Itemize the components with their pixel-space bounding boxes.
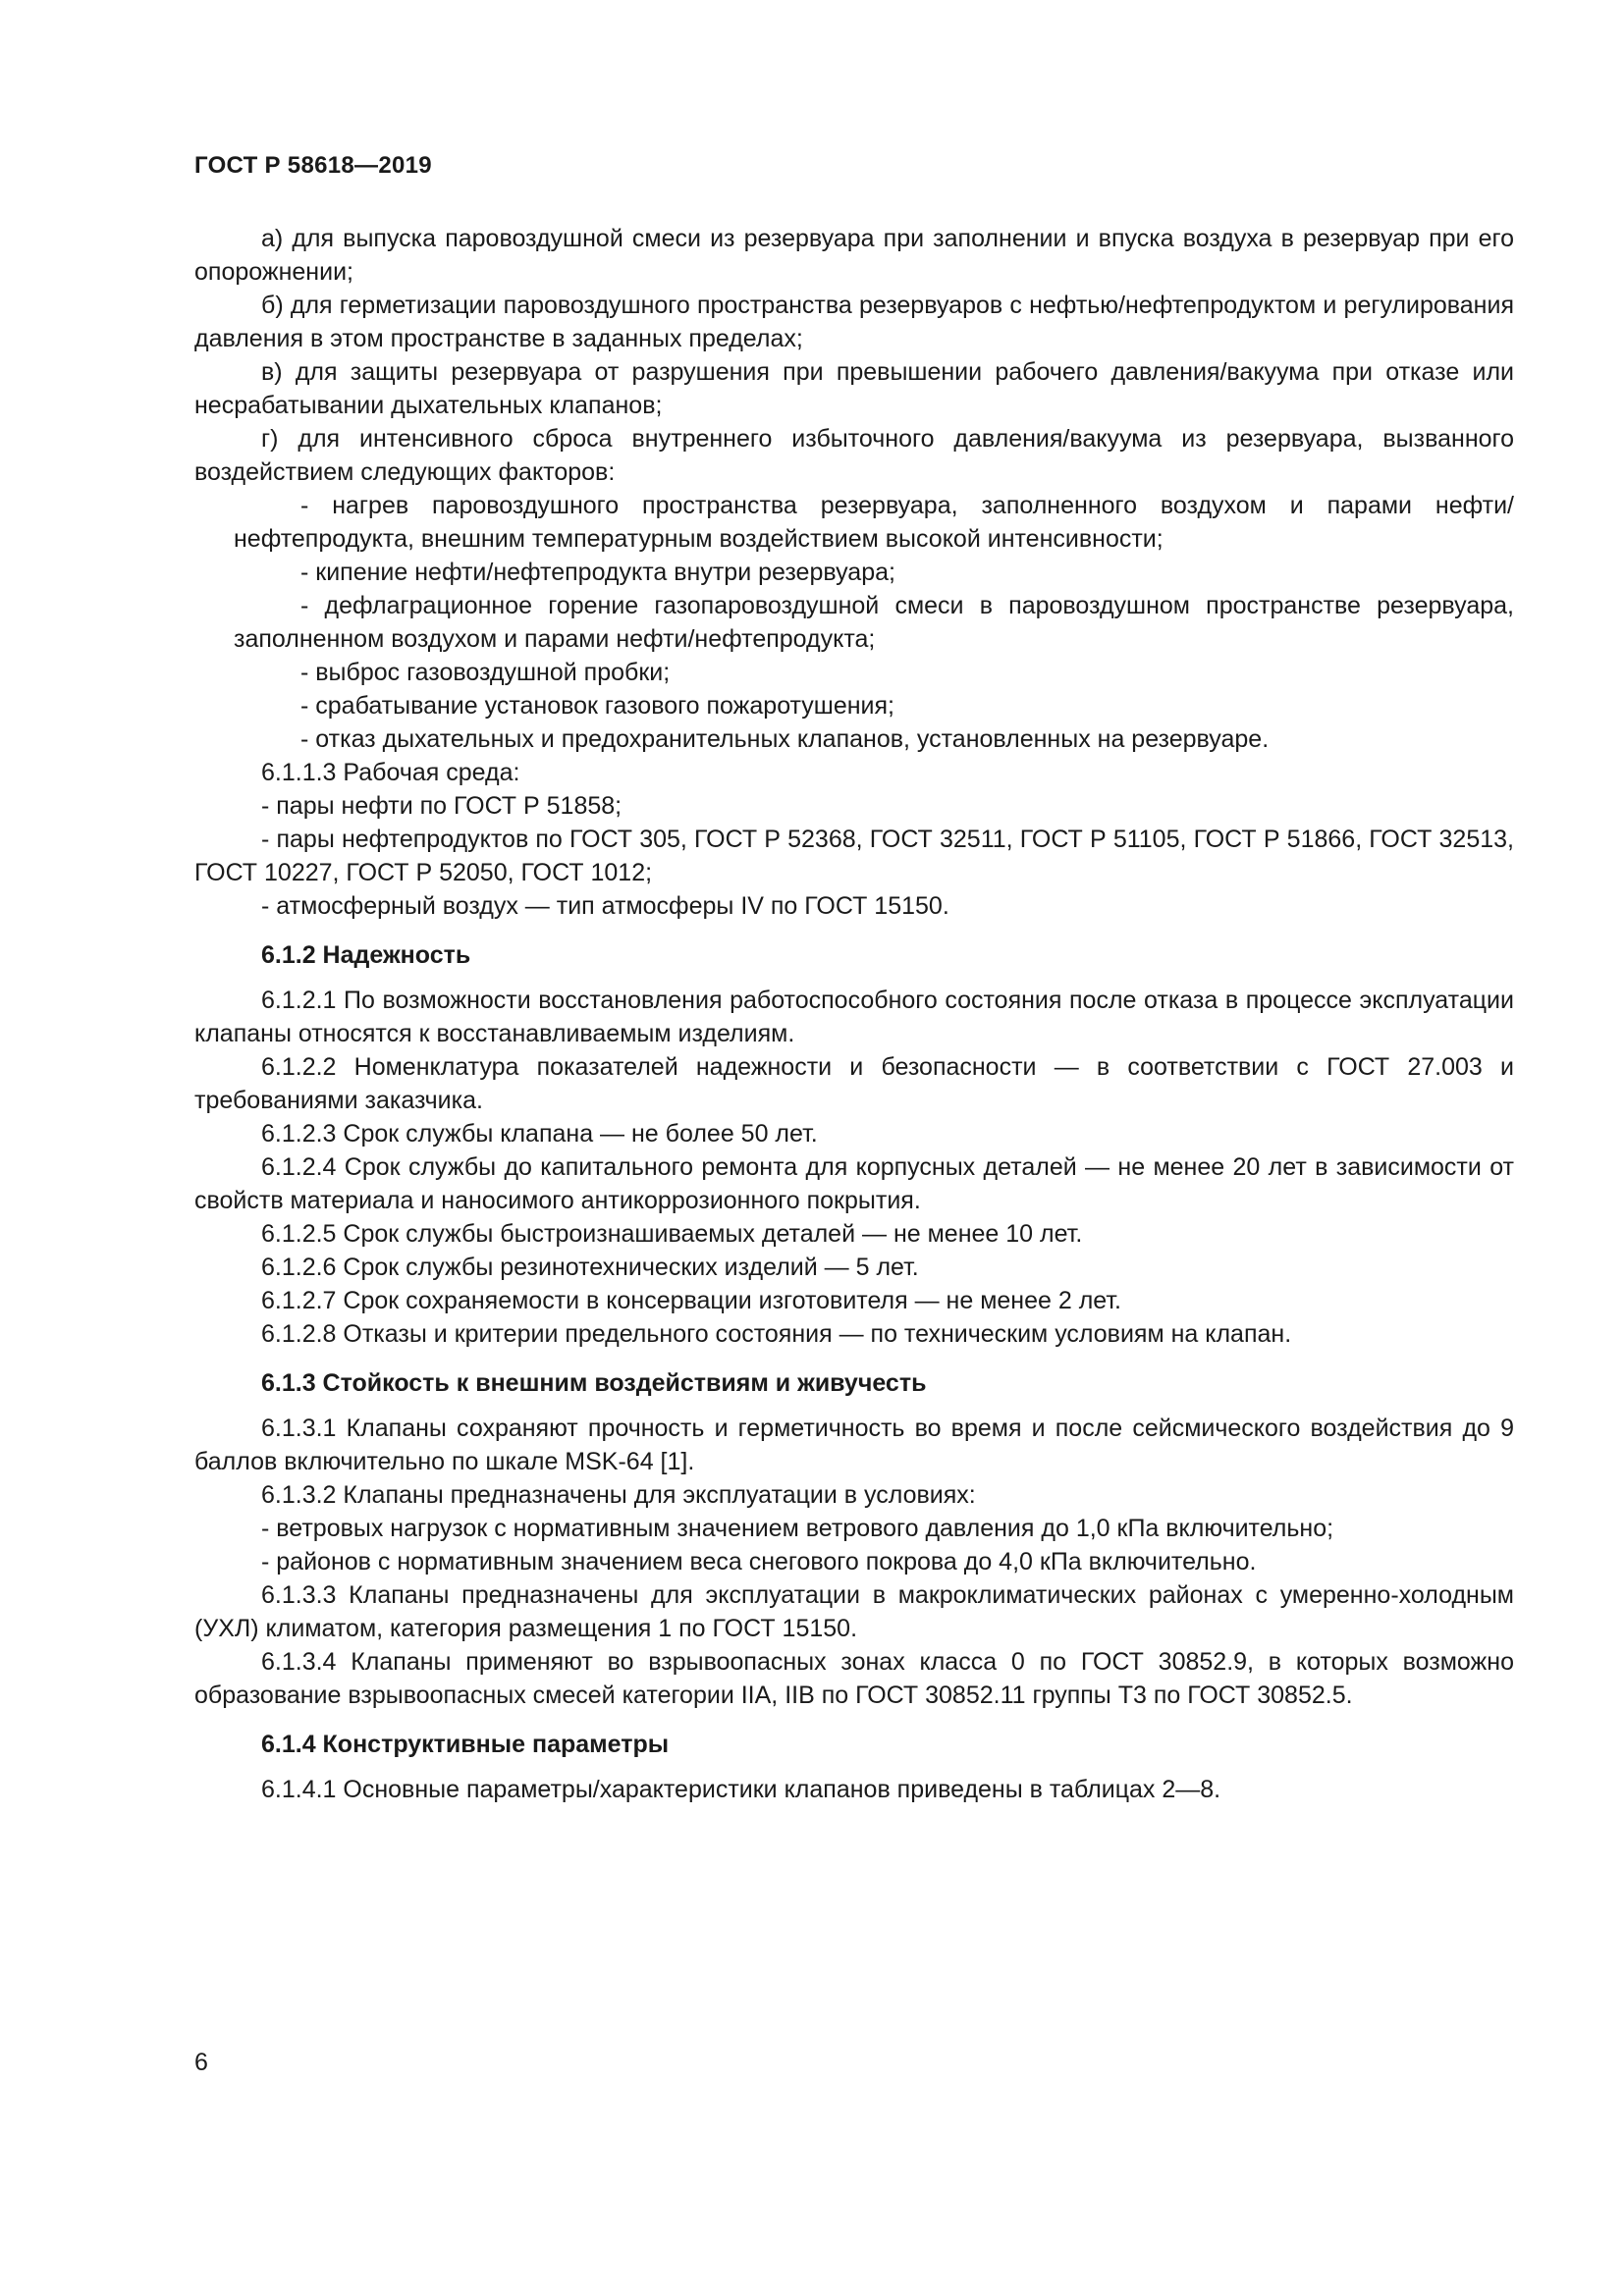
- list-item: - нагрев паровоздушного пространства резервуара, заполненного воздухом и парами нефти/нефтепродукта, внешним температурным воздействием высокой интенсивности;: [234, 492, 1514, 553]
- paragraph: 6.1.2.3 Срок службы клапана — не более 50 лет.: [261, 1120, 818, 1148]
- paragraph: 6.1.2.2 Номенклатура показателей надежности и безопасности — в соответствии с ГОСТ 27.003 и требованиями заказчика.: [194, 1053, 1514, 1114]
- paragraph: 6.1.3.3 Клапаны предназначены для эксплуатации в макроклиматических районах с умеренно-холодным (УХЛ) климатом, категория размещения 1 по ГОСТ 15150.: [194, 1581, 1514, 1642]
- list-item: - выброс газовоздушной пробки;: [300, 659, 671, 686]
- paragraph: 6.1.2.4 Срок службы до капитального ремонта для корпусных деталей — не менее 20 лет в зависимости от свойств материала и наносимого антикоррозионного покрытия.: [194, 1153, 1514, 1214]
- paragraph: 6.1.3.1 Клапаны сохраняют прочность и герметичность во время и после сейсмического воздействия до 9 баллов включительно по шкале MSK-64 [1].: [194, 1415, 1514, 1475]
- paragraph: 6.1.3.2 Клапаны предназначены для эксплуатации в условиях:: [261, 1481, 976, 1509]
- paragraph: а) для выпуска паровоздушной смеси из резервуара при заполнении и впуска воздуха в резервуар при его опорожнении;: [194, 225, 1514, 286]
- document-header: ГОСТ Р 58618—2019: [194, 152, 432, 179]
- list-item: - срабатывание установок газового пожаротушения;: [300, 692, 895, 720]
- list-item: - отказ дыхательных и предохранительных клапанов, установленных на резервуаре.: [300, 725, 1270, 753]
- document-body: [194, 222, 1514, 1806]
- paragraph: 6.1.3.4 Клапаны применяют во взрывоопасных зонах класса 0 по ГОСТ 30852.9, в которых возможно образование взрывоопасных смесей категории IIA, IIB по ГОСТ 30852.11 группы Т3 по ГОСТ 30852.5.: [194, 1648, 1514, 1709]
- paragraph: б) для герметизации паровоздушного пространства резервуаров с нефтью/нефтепродуктом и регулирования давления в этом пространстве в заданных пределах;: [194, 292, 1514, 352]
- paragraph: 6.1.2.7 Срок сохраняемости в консервации изготовителя — не менее 2 лет.: [261, 1287, 1121, 1314]
- section-heading: 6.1.2 Надежность: [261, 941, 471, 969]
- list-item: - атмосферный воздух — тип атмосферы IV по ГОСТ 15150.: [261, 892, 949, 920]
- paragraph: 6.1.2.6 Срок службы резинотехнических изделий — 5 лет.: [261, 1254, 919, 1281]
- section-heading: 6.1.4 Конструктивные параметры: [261, 1731, 670, 1758]
- list-item: - пары нефти по ГОСТ Р 51858;: [261, 792, 623, 820]
- list-item: - районов с нормативным значением веса снегового покрова до 4,0 кПа включительно.: [261, 1548, 1257, 1575]
- list-item: - дефлаграционное горение газопаровоздушной смеси в паровоздушном пространстве резервуара, заполненном воздухом и парами нефти/нефтепродукта;: [234, 592, 1514, 653]
- list-item: - пары нефтепродуктов по ГОСТ 305, ГОСТ Р 52368, ГОСТ 32511, ГОСТ Р 51105, ГОСТ Р 51866, ГОСТ 32513, ГОСТ 10227, ГОСТ Р 52050, ГОСТ 1012;: [194, 826, 1514, 886]
- list-item: - ветровых нагрузок с нормативным значением ветрового давления до 1,0 кПа включительно;: [261, 1515, 1334, 1542]
- paragraph: 6.1.4.1 Основные параметры/характеристики клапанов приведены в таблицах 2—8.: [261, 1776, 1221, 1803]
- paragraph: 6.1.2.5 Срок службы быстроизнашиваемых деталей — не менее 10 лет.: [261, 1220, 1083, 1248]
- paragraph: г) для интенсивного сброса внутреннего избыточного давления/вакуума из резервуара, вызванного воздействием следующих факторов:: [194, 425, 1514, 486]
- section-heading: 6.1.3 Стойкость к внешним воздействиям и живучесть: [261, 1369, 927, 1397]
- page-number: 6: [194, 2049, 208, 2076]
- paragraph: 6.1.2.8 Отказы и критерии предельного состояния — по техническим условиям на клапан.: [261, 1320, 1292, 1348]
- paragraph: 6.1.2.1 По возможности восстановления работоспособного состояния после отказа в процессе эксплуатации клапаны относятся к восстанавливаемым изделиям.: [194, 987, 1514, 1047]
- paragraph: в) для защиты резервуара от разрушения при превышении рабочего давления/вакуума при отказе или несрабатывании дыхательных клапанов;: [194, 358, 1514, 419]
- paragraph: 6.1.1.3 Рабочая среда:: [261, 759, 520, 786]
- list-item: - кипение нефти/нефтепродукта внутри резервуара;: [300, 559, 895, 586]
